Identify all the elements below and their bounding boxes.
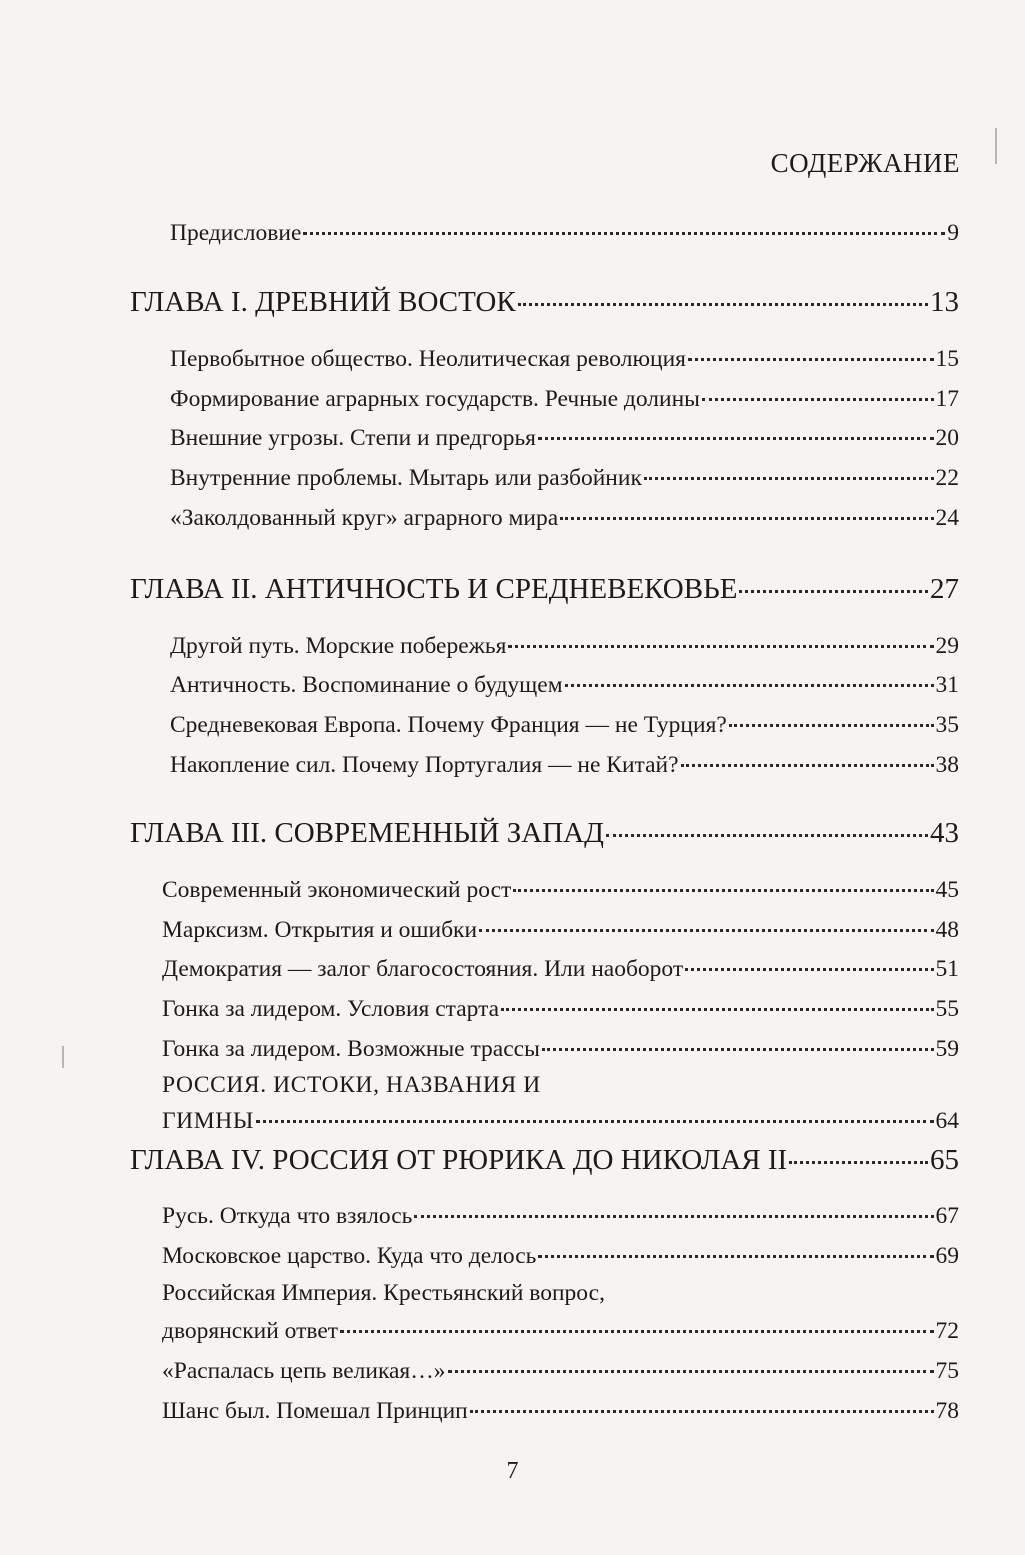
toc-entry-page: 17 — [935, 386, 959, 412]
toc-entry-preface[interactable] — [170, 220, 959, 247]
toc-entry-page: 35 — [935, 712, 959, 738]
toc-entry-page: 78 — [935, 1398, 959, 1424]
leader-dots — [685, 968, 933, 971]
toc-entry-page: 20 — [935, 425, 959, 451]
toc-chapter-page: 65 — [930, 1144, 959, 1176]
toc-entry-page: 24 — [935, 505, 959, 531]
toc-entry[interactable] — [162, 1243, 959, 1270]
toc-entry[interactable] — [170, 712, 959, 739]
toc-entry-title: «Распалась цепь великая…» — [162, 1358, 446, 1384]
toc-chapter-title: ГЛАВА III. СОВРЕМЕННЫЙ ЗАПАД — [130, 817, 604, 849]
toc-entry-title: Внешние угрозы. Степи и предгорья — [170, 425, 536, 451]
toc-chapter-title: ГЛАВА IV. РОССИЯ ОТ РЮРИКА ДО НИКОЛАЯ II — [130, 1144, 788, 1176]
toc-entry-title: Марксизм. Открытия и ошибки — [162, 917, 478, 943]
leader-dots — [688, 358, 934, 361]
leader-dots — [739, 590, 928, 593]
toc-entry[interactable] — [162, 877, 959, 904]
leader-dots — [414, 1215, 933, 1218]
toc-entry-title-line1: Российская Империя. Крестьянский вопрос, — [162, 1280, 605, 1306]
toc-entry-title: Предисловие — [170, 220, 302, 246]
toc-entry-title: Русь. Откуда что взялось — [162, 1203, 413, 1229]
toc-entry-title: Современный экономический рост — [162, 877, 512, 903]
toc-entry-title: Демократия — залог благосостояния. Или наоборот — [162, 956, 684, 982]
leader-dots — [644, 477, 934, 480]
leader-dots — [538, 1255, 933, 1258]
leader-dots — [479, 929, 933, 932]
leader-dots — [606, 834, 928, 837]
leader-dots — [256, 1120, 934, 1123]
toc-entry[interactable] — [162, 1358, 959, 1385]
toc-entry-page: 64 — [935, 1108, 959, 1134]
toc-entry-title: Средневековая Европа. Почему Франция — не Турция? — [170, 712, 727, 738]
toc-entry-title: Первобытное общество. Неолитическая революция — [170, 346, 686, 372]
toc-entry-title: ГИМНЫ — [162, 1108, 254, 1134]
toc-entry[interactable] — [162, 1398, 959, 1425]
toc-entry-page: 31 — [935, 672, 959, 698]
leader-dots — [518, 303, 928, 306]
toc-entry[interactable] — [170, 505, 959, 532]
leader-dots — [508, 645, 933, 648]
toc-entry[interactable] — [170, 386, 959, 413]
toc-entry[interactable] — [162, 1036, 959, 1063]
toc-entry-page: 9 — [947, 220, 959, 246]
toc-entry-page: 69 — [935, 1243, 959, 1269]
leader-dots — [729, 724, 934, 727]
page-number: 7 — [506, 1458, 519, 1484]
toc-chapter-page: 27 — [930, 573, 959, 605]
toc-chapter-3[interactable] — [130, 817, 959, 850]
leader-dots — [702, 398, 934, 401]
toc-entry-page: 55 — [935, 996, 959, 1022]
toc-entry-title: дворянский ответ — [162, 1318, 339, 1344]
leader-dots — [560, 517, 933, 520]
toc-entry[interactable] — [162, 1203, 959, 1230]
toc-chapter-page: 43 — [930, 817, 959, 849]
toc-entry-page: 72 — [935, 1318, 959, 1344]
toc-chapter-page: 13 — [930, 286, 959, 318]
toc-entry-title: Другой путь. Морские побережья — [170, 633, 507, 659]
toc-chapter-2[interactable] — [130, 573, 959, 606]
toc-heading: СОДЕРЖАНИЕ — [770, 148, 960, 178]
toc-entry-title: Гонка за лидером. Возможные трассы — [162, 1036, 540, 1062]
toc-chapter-title: ГЛАВА II. АНТИЧНОСТЬ И СРЕДНЕВЕКОВЬЕ — [130, 573, 738, 605]
toc-chapter-1[interactable] — [130, 286, 959, 319]
toc-entry-page: 59 — [935, 1036, 959, 1062]
toc-entry[interactable] — [170, 633, 959, 660]
page-edge-mark — [62, 1046, 64, 1068]
toc-entry-title: Шанс был. Помешал Принцип — [162, 1398, 468, 1424]
toc-chapter-4[interactable] — [130, 1144, 959, 1177]
toc-entry-title: Формирование аграрных государств. Речные долины — [170, 386, 700, 412]
toc-entry[interactable] — [162, 956, 959, 983]
leader-dots — [565, 684, 934, 687]
toc-entry-title: «Заколдованный круг» аграрного мира — [170, 505, 559, 531]
toc-entry[interactable] — [170, 346, 959, 373]
toc-entry-page: 45 — [935, 877, 959, 903]
leader-dots — [538, 437, 934, 440]
toc-entry[interactable] — [170, 752, 959, 779]
toc-entry-title: Внутренние проблемы. Мытарь или разбойник — [170, 465, 642, 491]
leader-dots — [470, 1410, 934, 1413]
toc-entry[interactable] — [162, 1108, 959, 1135]
toc-entry-title-line1: РОССИЯ. ИСТОКИ, НАЗВАНИЯ И — [162, 1072, 541, 1098]
toc-entry[interactable] — [162, 1318, 959, 1345]
leader-dots — [340, 1330, 933, 1333]
toc-chapter-title: ГЛАВА I. ДРЕВНИЙ ВОСТОК — [130, 286, 516, 318]
leader-dots — [513, 889, 933, 892]
toc-entry-page: 48 — [935, 917, 959, 943]
toc-entry-page: 38 — [935, 752, 959, 778]
leader-dots — [448, 1370, 934, 1373]
page-edge-mark — [995, 128, 997, 164]
leader-dots — [681, 764, 934, 767]
toc-entry-title: Античность. Воспоминание о будущем — [170, 672, 563, 698]
toc-entry[interactable] — [170, 672, 959, 699]
toc-entry-page: 51 — [935, 956, 959, 982]
toc-entry-page: 29 — [935, 633, 959, 659]
toc-entry-page: 22 — [935, 465, 959, 491]
leader-dots — [303, 232, 945, 235]
toc-entry-page: 15 — [935, 346, 959, 372]
toc-entry[interactable] — [162, 917, 959, 944]
toc-entry[interactable] — [170, 465, 959, 492]
leader-dots — [542, 1048, 934, 1051]
leader-dots — [789, 1161, 928, 1164]
toc-entry[interactable] — [162, 996, 959, 1023]
toc-entry-title: Гонка за лидером. Условия старта — [162, 996, 500, 1022]
leader-dots — [501, 1008, 933, 1011]
toc-entry-page: 67 — [935, 1203, 959, 1229]
toc-entry-title: Московское царство. Куда что делось — [162, 1243, 537, 1269]
toc-entry-page: 75 — [935, 1358, 959, 1384]
toc-entry-title: Накопление сил. Почему Португалия — не Китай? — [170, 752, 679, 778]
toc-entry[interactable] — [170, 425, 959, 452]
